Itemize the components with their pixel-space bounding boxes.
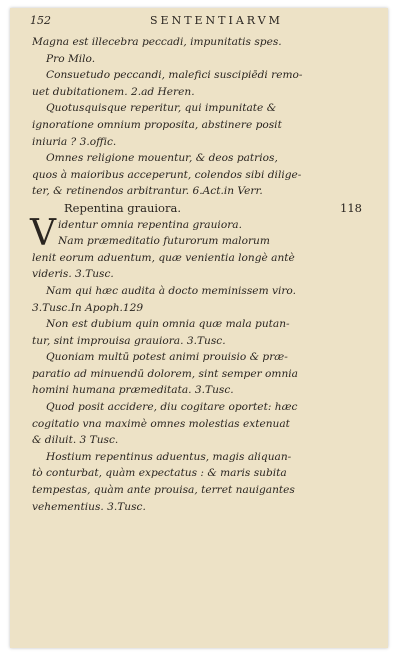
page-number: 152 [30, 14, 51, 27]
text-line: Non est dubium quin omnia quæ mala putan- [46, 318, 290, 331]
text-line: Magna est illecebra peccadi, impunitatis spes. [32, 36, 282, 48]
text-line: videris. 3.Tusc. [32, 268, 114, 281]
section-title: Repentina grauiora. [64, 200, 181, 215]
text-line: uet dubitationem. 2.ad Heren. [32, 85, 195, 98]
text-line: Pro Milo. [46, 52, 96, 65]
text-line: Consuetudo peccandi, malefici suscipiēdi remo- [46, 69, 303, 82]
page-header [30, 14, 370, 32]
running-title: SENTENTIARVM [150, 14, 283, 27]
text-line: quos à maioribus acceperunt, colendos sibi dilige- [32, 168, 302, 181]
text-line: ter, & retinendos arbitrantur. 6.Act.in Verr. [32, 185, 263, 198]
text-line: iniuria ? 3.offic. [32, 135, 117, 148]
text-line: & diluit. 3 Tusc. [32, 434, 119, 447]
text-line: Quoniam multū potest animi prouisio & præ- [46, 351, 288, 364]
text-line: 3.Tusc.In Apoph.129 [32, 301, 144, 314]
text-line: cogitatio vna maximè omnes molestias extenuat [32, 417, 290, 430]
text-line: lenit eorum aduentum, quæ venientia longè antè [32, 251, 295, 264]
section-heading [32, 200, 368, 217]
text-line: Nam qui hæc audita à docto meminissem viro. [46, 284, 296, 297]
text-line: Quotusquisque reperitur, qui impunitate & [46, 102, 277, 115]
section-folio: 118 [340, 200, 362, 215]
text-line: tò conturbat, quàm expectatus : & maris subita [32, 467, 287, 480]
text-line: Quod posit accidere, diu cogitare oportet: hæc [46, 401, 298, 414]
book-page [10, 8, 388, 648]
text-line: tempestas, quàm ante prouisa, terret nauigantes [32, 484, 295, 497]
text-line: vehementius. 3.Tusc. [32, 500, 146, 513]
page-text [32, 34, 368, 515]
text-line: homini humana præmeditata. 3.Tusc. [32, 384, 234, 397]
text-line: Hostium repentinus aduentus, magis aliquan- [46, 450, 292, 463]
text-line: tur, sint improuisa grauiora. 3.Tusc. [32, 334, 226, 347]
text-line: ignoratione omnium proposita, abstinere posit [32, 118, 282, 131]
text-line: Nam præmeditatio futurorum malorum [58, 235, 270, 248]
drop-cap: V [30, 212, 56, 254]
text-line: paratio ad minuendū dolorem, sint semper omnia [32, 367, 298, 380]
text-line: Omnes religione mouentur, & deos patrios, [46, 152, 278, 165]
text-line: identur omnia repentina grauiora. [58, 218, 242, 231]
